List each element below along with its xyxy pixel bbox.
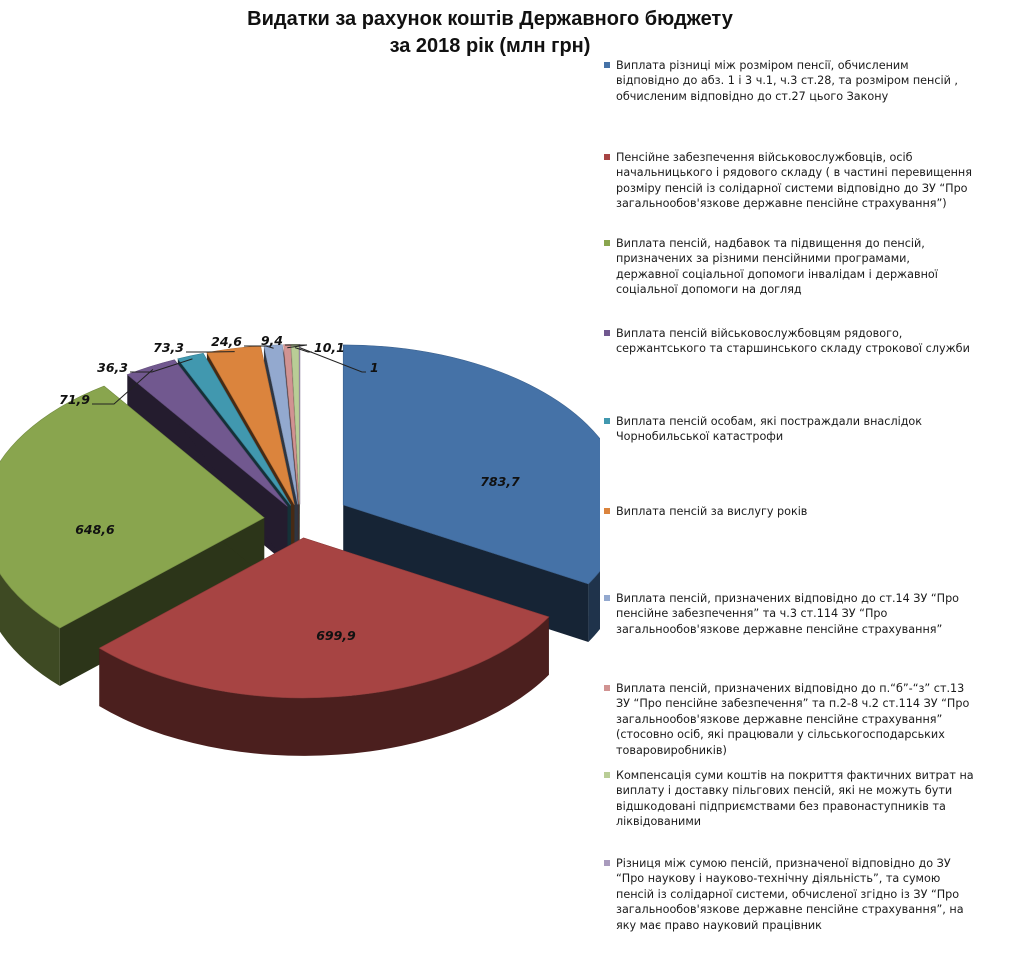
legend-item-9 [604,768,974,830]
legend-swatch-4 [604,330,610,336]
legend-text-2: Пенсійне забезпечення військовослужбовців, осіб начальницького і рядового складу ( в частині перевищення розміру пенсій із солідарної системи відповідно до ЗУ “Про загальнообов'язкове державне пенсійне страхування”) [616,151,972,211]
legend-text-1: Виплата різниці між розміром пенсії, обчисленим відповідно до абз. 1 і 3 ч.1, ч.3 ст.28, та розміром пенсій , обчисленим відповідно до ст.27 цього Закону [616,59,958,103]
legend-text-4: Виплата пенсій військовослужбовцям рядового, сержантського та старшинського складу строкової служби [616,327,970,356]
legend-text-10: Різниця між сумою пенсій, призначеної відповідно до ЗУ “Про наукову і науково-технічну діяльність”, та сумою пенсій із солідарної системи, обчисленої згідно із ЗУ “Про загальнообов'язкове державне пенсійне страхування”, на яку має право науковий працівник [616,857,964,932]
legend-item-8 [604,681,974,758]
legend-swatch-5 [604,418,610,424]
data-label-5: 36,3 [97,360,128,375]
legend-item-5 [604,414,974,445]
data-label-2: 699,9 [316,628,356,643]
legend-text-5: Виплата пенсій особам, які постраждали внаслідок Чорнобильської катастрофи [616,415,923,444]
legend-swatch-8 [604,685,610,691]
chart-title-line-2: за 2018 рік (млн грн) [389,35,591,57]
legend-item-1 [604,58,974,104]
legend-text-3: Виплата пенсій, надбавок та підвищення до пенсій, призначених за різними пенсійними програмами, державної соціальної допомоги інвалідам і державної соціальної допомоги на догляд [616,237,938,297]
data-label-7: 24,6 [211,334,242,349]
data-label-4: 71,9 [59,392,90,407]
legend-item-6 [604,504,974,519]
legend-swatch-3 [604,240,610,246]
legend-text-6: Виплата пенсій за вислугу років [616,505,808,518]
legend-swatch-10 [604,860,610,866]
legend-swatch-1 [604,62,610,68]
legend-text-9: Компенсація суми коштів на покриття фактичних витрат на виплату і доставку пільгових пенсій, які не можуть бути відшкодовані підприємствами без правонаступників та ліквідованими [616,769,974,829]
legend-item-2 [604,150,974,212]
data-label-8: 9,4 [260,333,283,348]
legend-item-10 [604,856,974,933]
legend-swatch-7 [604,595,610,601]
legend-swatch-2 [604,154,610,160]
data-label-1: 783,7 [480,474,520,489]
legend-item-4 [604,326,974,357]
chart-title-line-1: Видатки за рахунок коштів Державного бюджету [247,8,733,30]
legend-item-3 [604,236,974,298]
data-label-6: 73,3 [153,340,184,355]
legend-text-7: Виплата пенсій, призначених відповідно до ст.14 ЗУ “Про пенсійне забезпечення” та ч.3 ст.114 ЗУ “Про загальнообов'язкове державне пенсійне страхування” [616,592,960,636]
data-label-10: 1 [370,360,379,375]
legend-swatch-6 [604,508,610,514]
legend-swatch-9 [604,772,610,778]
legend-item-7 [604,591,974,637]
legend-text-8: Виплата пенсій, призначених відповідно до п.“б”-“з” ст.13 ЗУ “Про пенсійне забезпечення” та п.2-8 ч.2 ст.114 ЗУ “Про загальнообов'язкове державне пенсійне страхування” (стосовно осіб, які працювали у сільськогосподарських товаровиробників) [616,682,970,757]
data-label-9: 10,1 [314,340,345,355]
data-label-3: 648,6 [75,522,115,537]
